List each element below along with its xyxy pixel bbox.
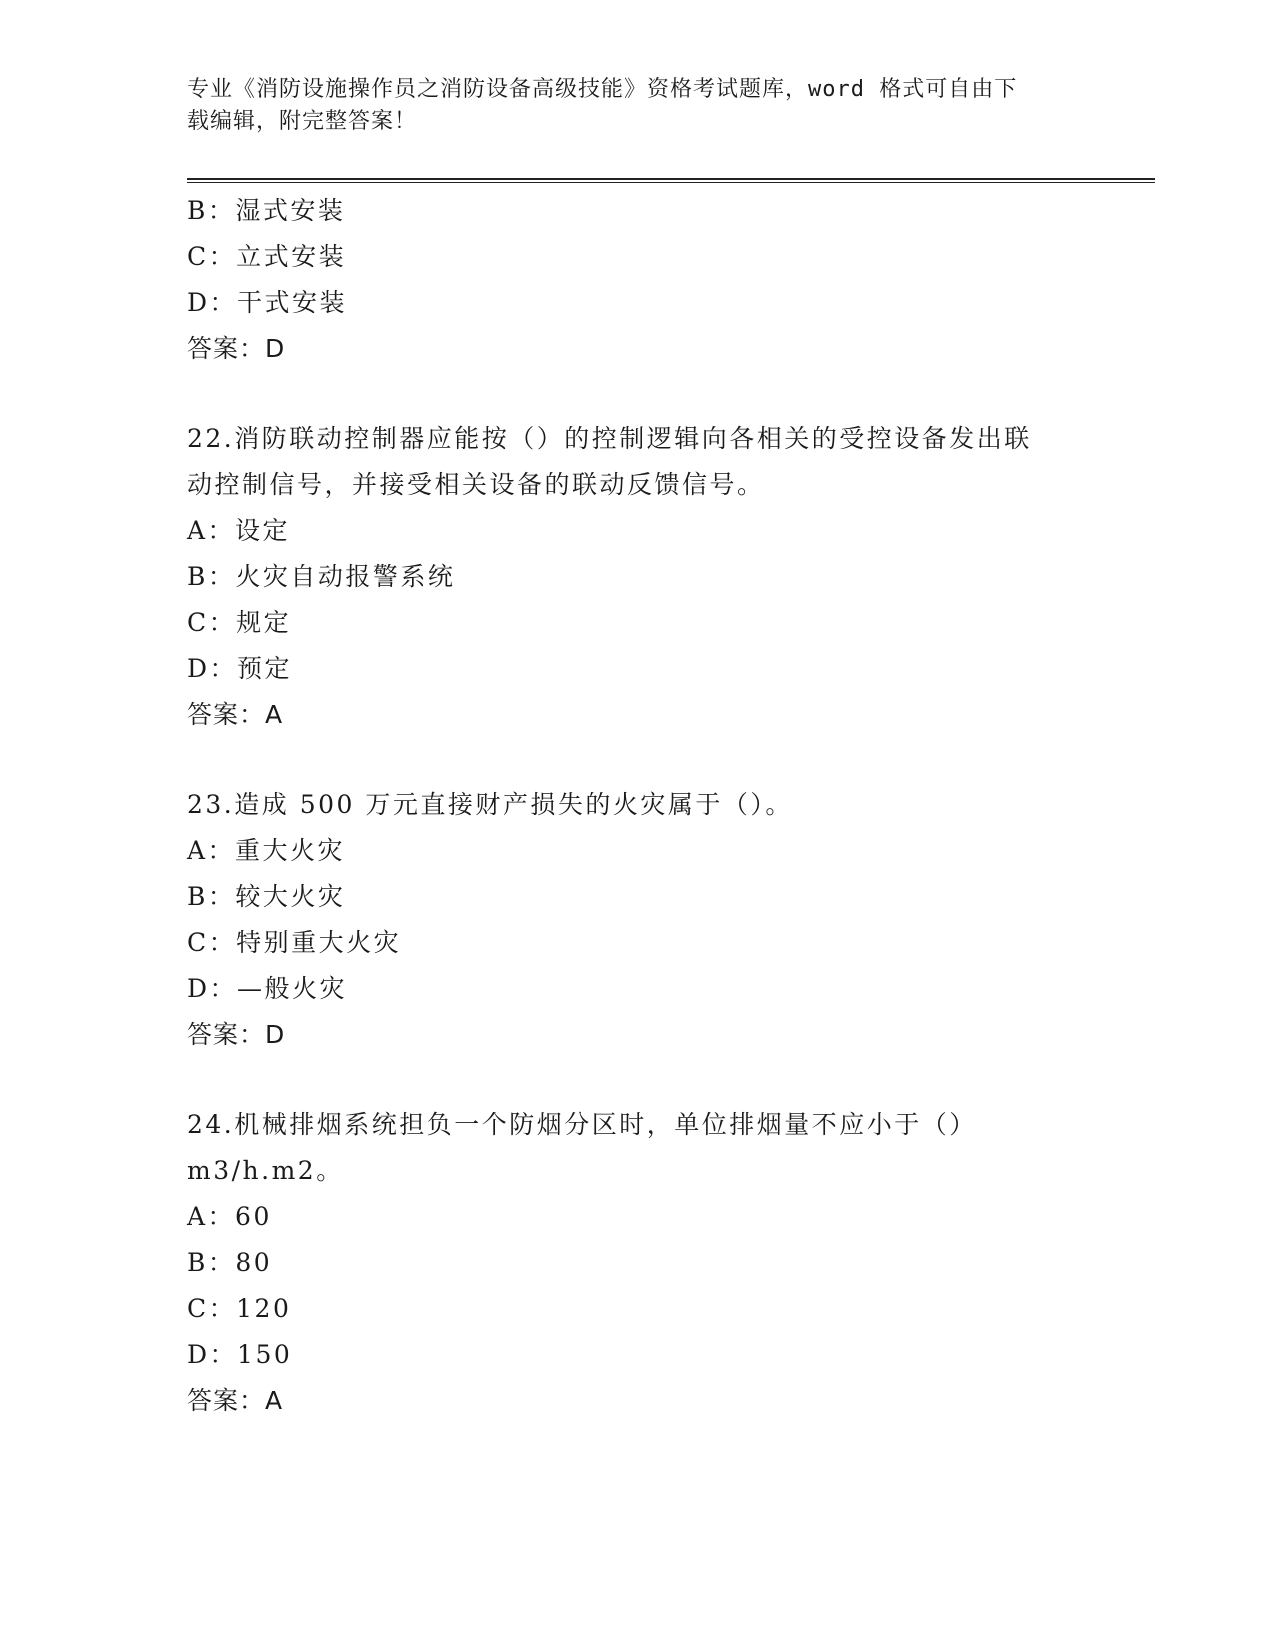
question-22 [187, 416, 1087, 738]
option-b: B：较大火灾 [187, 882, 346, 911]
question-text: 22.消防联动控制器应能按（）的控制逻辑向各相关的受控设备发出联 [187, 424, 1032, 453]
answer-line: 答案：D [187, 334, 286, 363]
question-text: m3/h.m2。 [187, 1156, 344, 1185]
option-c: C：立式安装 [187, 242, 347, 271]
option-a: A：60 [187, 1202, 272, 1231]
option-d: D：150 [187, 1340, 293, 1369]
header-divider [187, 178, 1155, 183]
header-line-2: 载编辑，附完整答案！ [187, 109, 418, 134]
option-d: D：预定 [187, 654, 293, 683]
option-b: B：湿式安装 [187, 196, 346, 225]
question-text: 24.机械排烟系统担负一个防烟分区时，单位排烟量不应小于（） [187, 1110, 977, 1139]
option-a: A：设定 [187, 516, 291, 545]
option-d: D：干式安装 [187, 288, 348, 317]
answer-line: 答案：A [187, 700, 284, 729]
previous-question-tail [187, 188, 1087, 372]
question-24 [187, 1102, 1087, 1424]
question-23 [187, 782, 1087, 1058]
answer-line: 答案：D [187, 1020, 286, 1049]
option-c: C：规定 [187, 608, 292, 637]
option-c: C：特别重大火灾 [187, 928, 402, 957]
answer-line: 答案：A [187, 1386, 284, 1415]
option-a: A：重大火灾 [187, 836, 346, 865]
question-text: 23.造成 500 万元直接财产损失的火灾属于（）。 [187, 790, 793, 819]
question-text: 动控制信号，并接受相关设备的联动反馈信号。 [187, 470, 765, 499]
header-line-1: 专业《消防设施操作员之消防设备高级技能》资格考试题库，word 格式可自由下 [187, 77, 1018, 102]
page-header [187, 74, 1067, 138]
option-c: C：120 [187, 1294, 292, 1323]
question-list [187, 188, 1087, 1424]
option-d: D：—般火灾 [187, 974, 348, 1003]
option-b: B：火灾自动报警系统 [187, 562, 456, 591]
option-b: B：80 [187, 1248, 273, 1277]
